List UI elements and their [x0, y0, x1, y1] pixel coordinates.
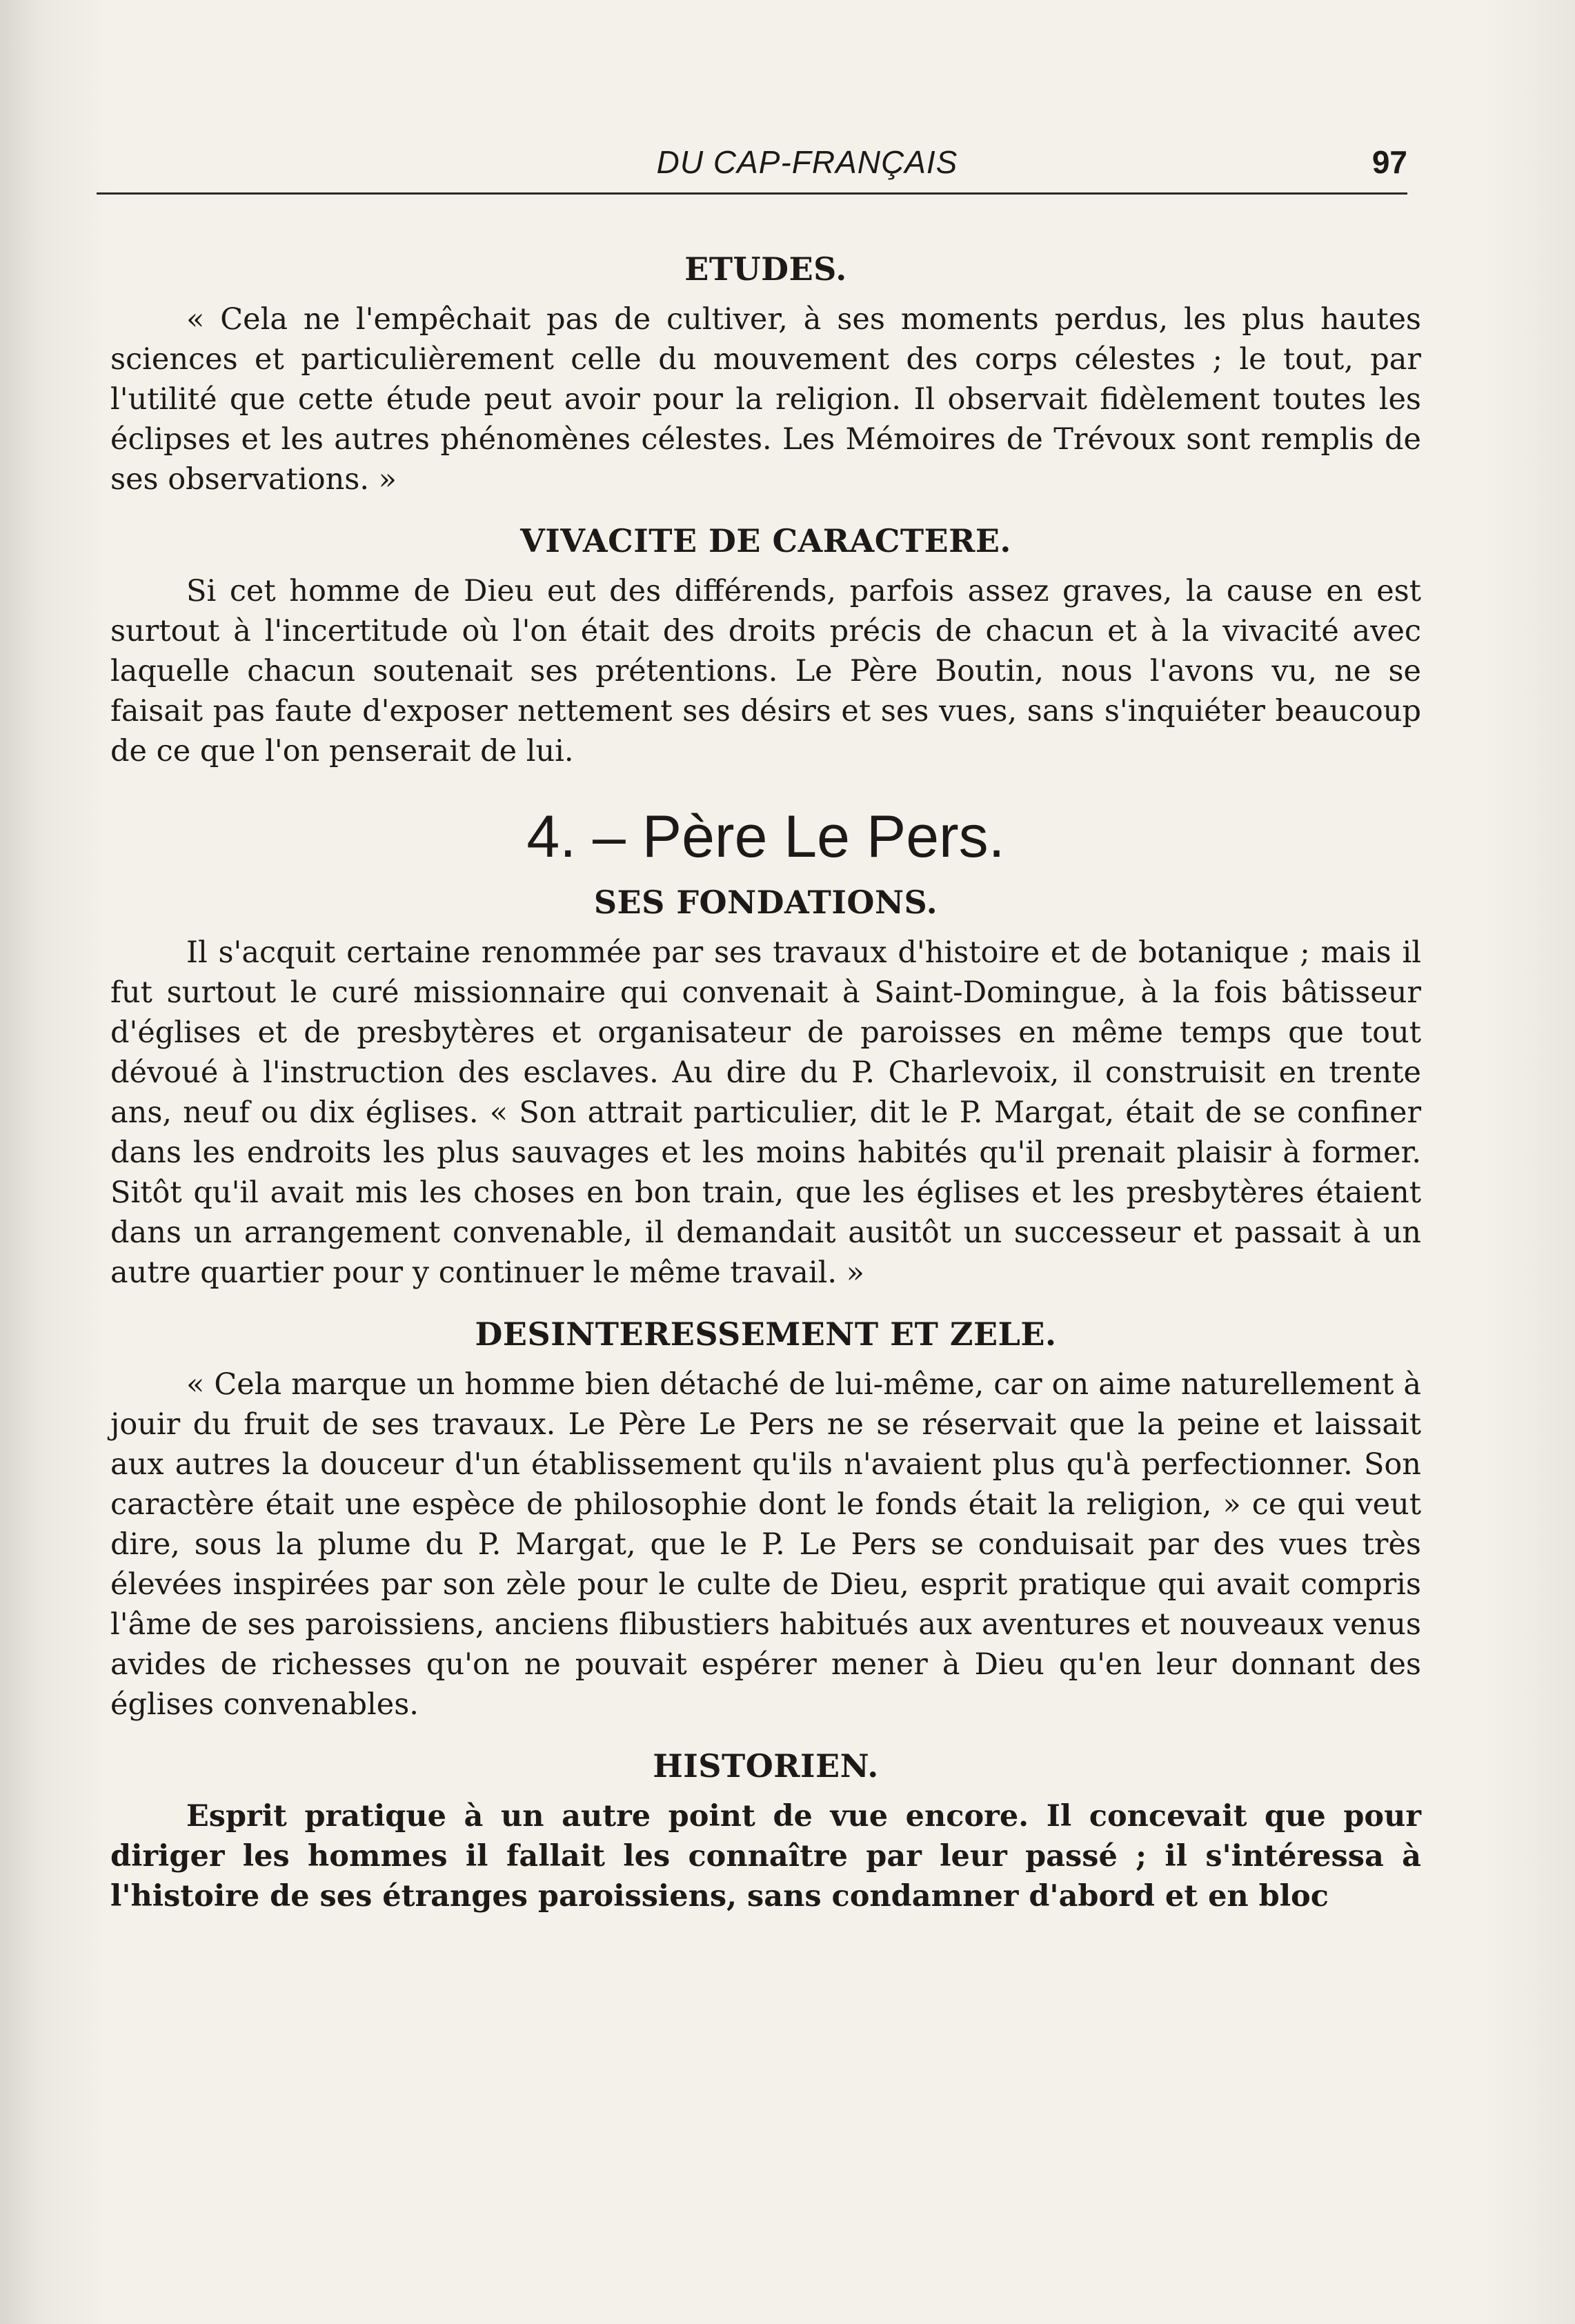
paragraph-fondations: Il s'acquit certaine renommée par ses travaux d'histoire et de botanique ; mais il fut surtout le curé missionnaire qui convenait à Saint-Domingue, à la fois bâtisseur d'églises et de presbytères et organisateur de paroisses en même temps que tout dévoué à l'instruction des esclaves. Au dire du P. Charlevoix, il construisit en trente ans, neuf ou dix églises. « Son attrait particulier, dit le P. Margat, était de se confiner dans les endroits les plus sauvages et les moins habités qu'il prenait plaisir à former. Sitôt qu'il avait mis les choses en bon train, que les églises et les presbytères étaient dans un arrangement convenable, il demandait ausitôt un successeur et passait à un autre quartier pour y continuer le même travail. » — [110, 935, 1421, 1290]
section-heading-desinteressement: DESINTERESSEMENT ET ZELE. — [475, 1315, 1057, 1353]
paragraph-vivacite: Si cet homme de Dieu eut des différends, parfois assez graves, la cause en est surtout à l'incertitude où l'on était des droits précis de chacun et à la vivacité avec laquelle chacun soutenait ses prétentions. Le Père Boutin, nous l'avons vu, ne se faisait pas faute d'exposer nettement ses désirs et ses vues, sans s'inquiéter beaucoup de ce que l'on penserait de lui. — [110, 574, 1421, 768]
chapter-title: 4. – Père Le Pers. — [526, 804, 1005, 870]
header-rule — [97, 192, 1407, 195]
paragraph-desinteressement: « Cela marque un homme bien détaché de lui-même, car on aime naturellement à jouir du fruit de ses travaux. Le Père Le Pers ne se réservait que la peine et laissait aux autres la douceur d'un établissement qu'ils n'avaient plus qu'à perfectionner. Son caractère était une espèce de philosophie dont le fonds était la religion, » ce qui veut dire, sous la plume du P. Margat, que le P. Le Pers se conduisait par des vues très élevées inspirées par son zèle pour le culte de Dieu, esprit pratique qui avait compris l'âme de ses paroissiens, anciens flibustiers habitués aux aventures et nouveaux venus avides de richesses qu'on ne pouvait espérer mener à Dieu qu'en leur donnant des églises convenables. — [110, 1367, 1421, 1722]
section-heading-vivacite: VIVACITE DE CARACTERE. — [520, 522, 1011, 559]
section-heading-fondations: SES FONDATIONS. — [593, 884, 938, 921]
page-number: 97 — [1371, 144, 1407, 180]
page-content — [110, 248, 1421, 1937]
paragraph-etudes: « Cela ne l'empêchait pas de cultiver, à ses moments perdus, les plus hautes sciences et particulièrement celle du mouvement des corps célestes ; le tout, par l'utilité que cette étude peut avoir pour la religion. Il observait fidèlement toutes les éclipses et les autres phénomènes célestes. Les Mémoires de Trévoux sont remplis de ses observations. » — [110, 302, 1421, 497]
running-title: DU CAP-FRANÇAIS — [656, 144, 958, 180]
section-heading-etudes: ETUDES. — [684, 250, 847, 288]
paragraph-historien: Esprit pratique à un autre point de vue encore. Il concevait que pour diriger les hommes il fallait les connaître par leur passé ; il s'intéressa à l'histoire de ses étranges paroissiens, sans condamner d'abord et en bloc — [110, 1799, 1421, 1914]
page-header — [97, 138, 1407, 193]
section-heading-historien: HISTORIEN. — [653, 1747, 879, 1785]
